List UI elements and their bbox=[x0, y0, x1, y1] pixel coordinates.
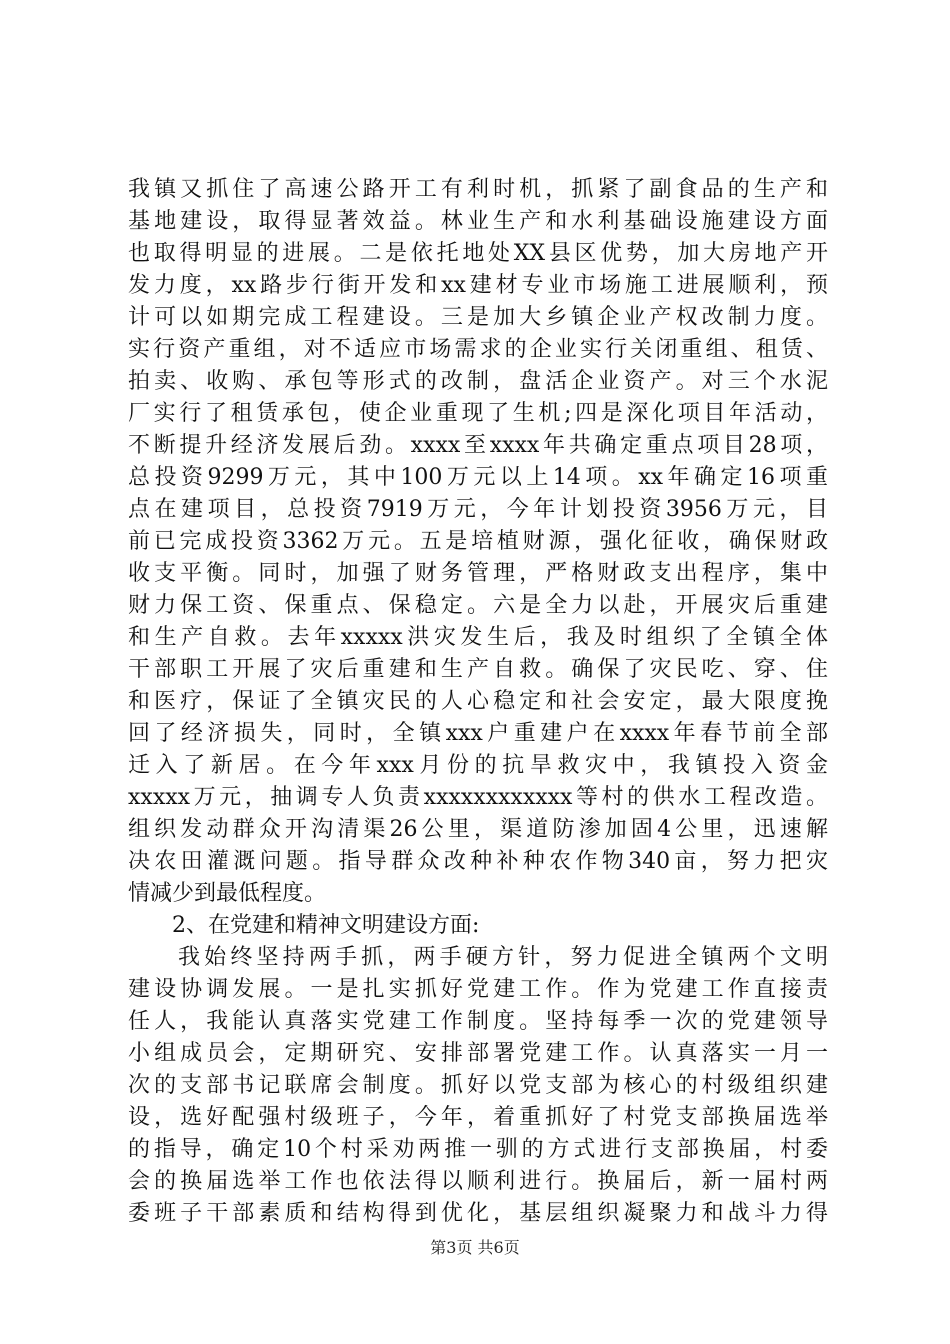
text-line: 计可以如期完成工程建设。三是加大乡镇企业产权改制力度。 bbox=[128, 305, 828, 330]
text-line: 我镇又抓住了高速公路开工有利时机，抓紧了副食品的生产和 bbox=[128, 177, 828, 202]
text-line: 小组成员会，定期研究、安排部署党建工作。认真落实一月一 bbox=[128, 1041, 828, 1066]
page-footer: 第3页 共6页 bbox=[430, 1238, 520, 1257]
text-line: 和生产自救。去年xxxxx洪灾发生后，我及时组织了全镇全体 bbox=[128, 625, 828, 650]
text-line: 财力保工资、保重点、保稳定。六是全力以赴，开展灾后重建 bbox=[128, 593, 828, 618]
text-line: 任人，我能认真落实党建工作制度。坚持每季一次的党建领导 bbox=[128, 1009, 828, 1034]
text-line: 实行资产重组，对不适应市场需求的企业实行关闭重组、租赁、 bbox=[128, 337, 828, 362]
text-line: 也取得明显的进展。二是依托地处XX县区优势，加大房地产开 bbox=[128, 241, 828, 266]
text-line: 前已完成投资3362万元。五是培植财源，强化征收，确保财政 bbox=[128, 529, 828, 554]
text-line: 建设协调发展。一是扎实抓好党建工作。作为党建工作直接责 bbox=[128, 977, 828, 1002]
text-line: 收支平衡。同时，加强了财务管理，严格财政支出程序，集中 bbox=[128, 561, 828, 586]
text-line: 设，选好配强村级班子，今年，着重抓好了村党支部换届选举 bbox=[128, 1105, 828, 1130]
section-heading: 2、在党建和精神文明建设方面: bbox=[172, 913, 480, 938]
text-line: 拍卖、收购、承包等形式的改制，盘活企业资产。对三个水泥 bbox=[128, 369, 828, 394]
text-line: 决农田灌溉问题。指导群众改种补种农作物340亩，努力把灾 bbox=[128, 849, 828, 874]
text-line: 组织发动群众开沟清渠26公里，渠道防渗加固4公里，迅速解 bbox=[128, 817, 828, 842]
text-line: 不断提升经济发展后劲。xxxx至xxxx年共确定重点项目28项， bbox=[128, 433, 828, 458]
text-line: 的指导，确定10个村采劝两推一驯的方式进行支部换届，村委 bbox=[128, 1137, 828, 1162]
text-line: 干部职工开展了灾后重建和生产自救。确保了灾民吃、穿、住 bbox=[128, 657, 828, 682]
text-line: 迁入了新居。在今年xxx月份的抗旱救灾中，我镇投入资金 bbox=[128, 753, 828, 778]
body-text bbox=[128, 174, 828, 1230]
text-line: 发力度，xx路步行街开发和xx建材专业市场施工进展顺利，预 bbox=[128, 273, 828, 298]
text-line: 次的支部书记联席会制度。抓好以党支部为核心的村级组织建 bbox=[128, 1073, 828, 1098]
text-line: xxxxx万元，抽调专人负责xxxxxxxxxxxx等村的供水工程改造。 bbox=[128, 785, 828, 810]
text-line: 基地建设，取得显著效益。林业生产和水利基础设施建设方面 bbox=[128, 209, 828, 234]
text-line: 情减少到最低程度。 bbox=[128, 881, 327, 906]
text-line: 和医疗，保证了全镇灾民的人心稳定和社会安定，最大限度挽 bbox=[128, 689, 828, 714]
text-line: 厂实行了租赁承包，使企业重现了生机;四是深化项目年活动， bbox=[128, 401, 828, 426]
text-line: 会的换届选举工作也依法得以顺利进行。换届后，新一届村两 bbox=[128, 1169, 828, 1194]
text-line: 我始终坚持两手抓，两手硬方针，努力促进全镇两个文明 bbox=[178, 945, 828, 970]
text-line: 委班子干部素质和结构得到优化，基层组织凝聚力和战斗力得 bbox=[128, 1201, 828, 1226]
text-line: 总投资9299万元，其中100万元以上14项。xx年确定16项重 bbox=[128, 465, 828, 490]
text-line: 回了经济损失，同时，全镇xxx户重建户在xxxx年春节前全部 bbox=[128, 721, 828, 746]
text-line: 点在建项目，总投资7919万元，今年计划投资3956万元，目 bbox=[128, 497, 828, 522]
